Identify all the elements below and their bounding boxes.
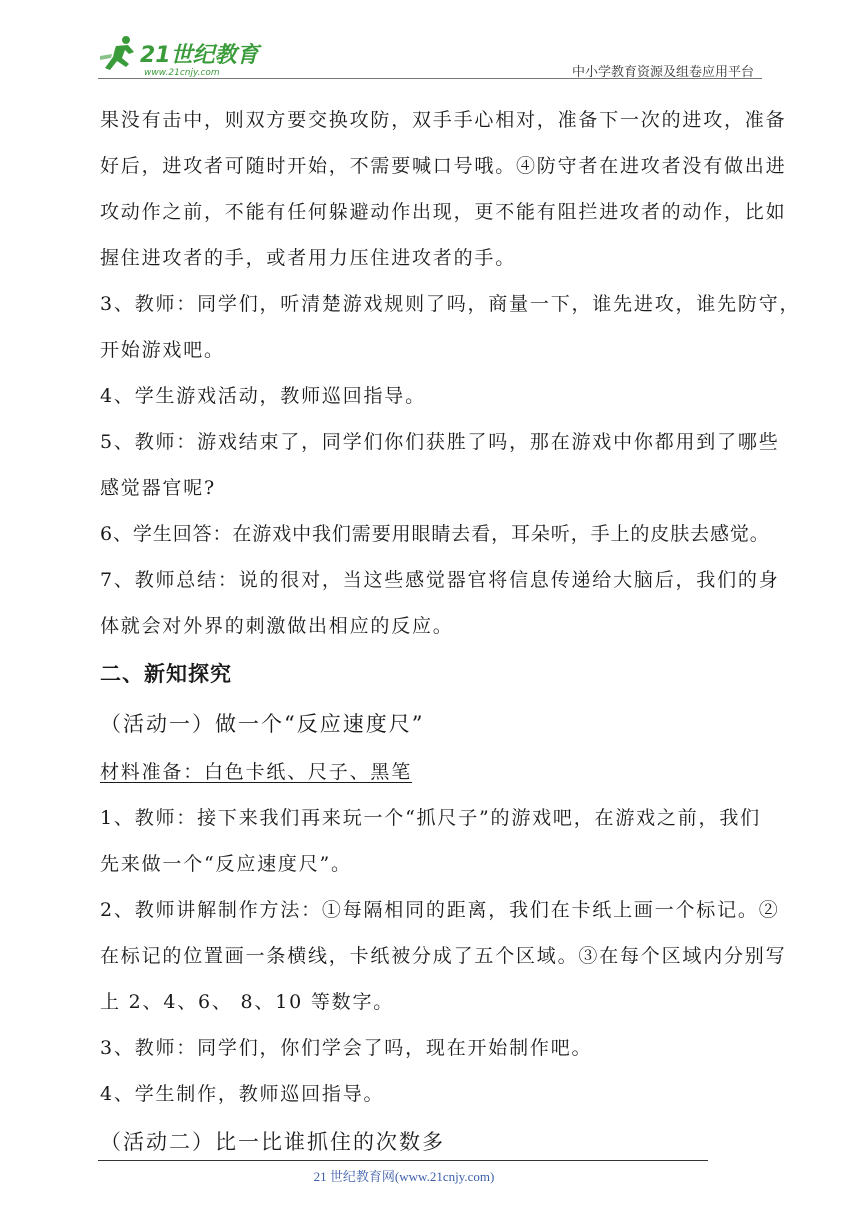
text-line: 果没有击中，则双方要交换攻防，双手手心相对，准备下一次的进攻，准备	[100, 109, 787, 131]
text-line: 3、教师：同学们，听清楚游戏规则了吗，商量一下，谁先进攻，谁先防守，	[100, 293, 801, 315]
text-line: 4、学生游戏活动，教师巡回指导。	[100, 385, 426, 407]
svg-text:21世纪教育: 21世纪教育	[140, 43, 259, 68]
text-line: 2、教师讲解制作方法：①每隔相同的距离，我们在卡纸上画一个标记。②	[100, 899, 780, 921]
materials-line: 材料准备：白色卡纸、尺子、黑笔	[100, 761, 413, 783]
runner-icon	[100, 36, 134, 70]
svg-text:www.21cnjy.com: www.21cnjy.com	[144, 68, 220, 78]
text-line: 4、学生制作，教师巡回指导。	[100, 1083, 385, 1105]
footer-divider	[98, 1160, 708, 1161]
text-line: 3、教师：同学们，你们学会了吗，现在开始制作吧。	[100, 1037, 593, 1059]
text-line: 握住进攻者的手，或者用力压住进攻者的手。	[100, 247, 517, 269]
text-line: 感觉器官呢?	[100, 477, 216, 499]
activity-title: （活动二）比一比谁抓住的次数多	[100, 1130, 445, 1154]
header-divider	[98, 78, 762, 79]
platform-name: 中小学教育资源及组卷应用平台	[571, 65, 754, 80]
text-line: 在标记的位置画一条横线，卡纸被分成了五个区域。③在每个区域内分别写	[100, 945, 787, 967]
text-line: 上 2、4、6、 8、10 等数字。	[100, 991, 395, 1013]
footer-link[interactable]: 21 世纪教育网(www.21cnjy.com)	[313, 1169, 495, 1184]
activity-title: （活动一）做一个“反应速度尺”	[100, 712, 425, 736]
text-line: 1、教师：接下来我们再来玩一个“抓尺子”的游戏吧，在游戏之前，我们	[100, 807, 761, 829]
text-line: 5、教师：游戏结束了，同学们你们获胜了吗，那在游戏中你都用到了哪些	[100, 431, 780, 453]
text-line: 体就会对外界的刺激做出相应的反应。	[100, 615, 454, 637]
section-heading: 二、新知探究	[100, 662, 232, 686]
text-line: 好后，进攻者可随时开始，不需要喊口号哦。④防守者在进攻者没有做出进	[100, 155, 787, 177]
site-logo	[96, 34, 266, 78]
text-line: 先来做一个“反应速度尺”。	[100, 853, 352, 875]
text-line: 开始游戏吧。	[100, 339, 225, 361]
document-body	[100, 97, 801, 1167]
text-line: 6、学生回答：在游戏中我们需要用眼睛去看，耳朵听，手上的皮肤去感觉。	[100, 523, 770, 545]
text-line: 攻动作之前，不能有任何躲避动作出现，更不能有阻拦进攻者的动作，比如	[100, 201, 787, 223]
text-line: 7、教师总结：说的很对，当这些感觉器官将信息传递给大脑后，我们的身	[100, 569, 780, 591]
